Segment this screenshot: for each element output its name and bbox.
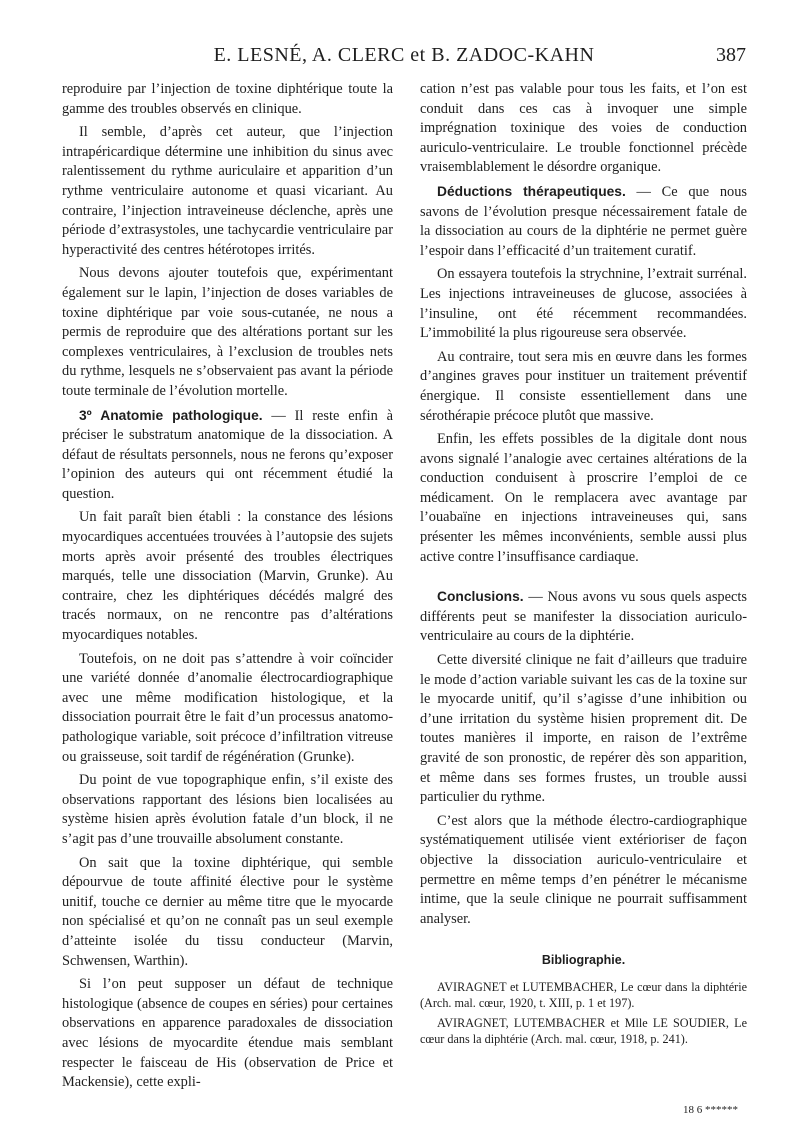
paragraph: Toutefois, on ne doit pas s’attendre à voir coïncider une variété donnée d’anomalie électrocardiographique avec une même modification histologique, et la dissociation pourrait être le fait d’un processus anatomo-pathologique variable, soit précoce d’infiltration vitreuse ou graisseuse, soit tardif de régénération (Grunke). xyxy=(62,650,393,765)
paragraph: Un fait paraît bien établi : la constance des lésions myocardiques accentuées trouvées à l’autopsie des sujets morts après avoir présenté des troubles électriques marqués, telle une dissociation (Marvin, Grunke). Au contraire, chez les diphtériques décédés malgré des tracés normaux, on ne rencontre pas d’altérations myocardiques notables. xyxy=(62,509,393,644)
paragraph xyxy=(62,406,393,505)
paragraph-text: — Ce que nous savons de l’évolution presque nécessairement fatale de la dissociation au cours de la diphtérie ne permet guère l’espoir dans l’efficacité d’un traitement curatif. xyxy=(420,183,748,259)
page-number: 387 xyxy=(716,44,746,66)
paragraph: Du point de vue topographique enfin, s’il existe des observations rapportant des lésions bien localisées au système hisien après évolution fatale d’un block, il ne s’agit pas d’une trouvaille absolument constante. xyxy=(62,772,393,847)
bibliography-entry: AVIRAGNET et LUTEMBACHER, Le cœur dans la diphtérie (Arch. mal. cœur, 1920, t. XIII, p. 1 et 197). xyxy=(420,979,747,1011)
printer-signature: 18 6 ****** xyxy=(683,1104,738,1116)
running-head: E. LESNÉ, A. CLERC et B. ZADOC-KAHN xyxy=(213,44,595,66)
paragraph: Cette diversité clinique ne fait d’ailleurs que traduire le mode d’action variable suivant les cas de la toxine sur le myocarde unitif, qu’il s’agisse d’une inhibition ou d’une irritation du système hisien proprement dit. De toutes manières il importe, en raison de l’extrême gravité de son pronostic, de repérer dès son apparition, et même dans ses formes frustes, un trouble aussi particulier du rythme. xyxy=(420,652,747,806)
bibliography-entry: AVIRAGNET, LUTEMBACHER et Mlle LE SOUDIER, Le cœur dans la diphtérie (Arch. mal. cœur, 1918, p. 241). xyxy=(420,1015,747,1047)
paragraph-text: — Nous avons vu sous quels aspects différents peut se manifester la dissociation auriculo-ventriculaire au cours de la diphtérie. xyxy=(420,589,747,645)
paragraph: Nous devons ajouter toutefois que, expérimentant également sur le lapin, l’injection de doses variables de toxine diphtérique par voie sous-cutanée, ne nous a permis de reproduire que des altérations portant sur les complexes ventriculaires, à l’exclusion de troubles nets du rythme, lesquels ne s’observaient pas avant la période toute terminale de l’évolution mortelle. xyxy=(62,265,393,399)
paragraph: Enfin, les effets possibles de la digitale dont nous avons signalé l’analogie avec certaines altérations de la conduction conduisent à proscrire l’emploi de ce médicament. On le remplacera avec avantage par l’ouabaïne en injections intraveineuses qui, sans présenter les mêmes inconvénients, semble aussi plus active contre l’insuffisance cardiaque. xyxy=(420,431,747,565)
left-column xyxy=(62,80,393,1097)
section-gap xyxy=(420,571,747,587)
paragraph xyxy=(420,182,747,261)
paragraph: C’est alors que la méthode électro-cardiographique systématiquement utilisée vient extérioriser de façon objective la dissociation auriculo-ventriculaire et permettre en même temps d’en pénétrer le mécanisme intime, que la seule clinique ne pourrait suffisamment analyser. xyxy=(420,812,747,927)
paragraph: On sait que la toxine diphtérique, qui semble dépourvue de toute affinité élective pour le système unitif, touche ce dernier au même titre que le myocarde non spécialisé et qu’on ne connaît pas un seul exemple d’atteinte isolée du tissu conducteur (Marvin, Schwensen, Warthin). xyxy=(62,854,393,969)
section-heading: 3º Anatomie pathologique. xyxy=(79,407,263,423)
bibliography-title: Bibliographie. xyxy=(541,953,626,968)
paragraph-text: — Il reste enfin à préciser le substratum anatomique de la dissociation. A défaut de résultats personnels, nous ne ferons qu’exposer l’opinion des auteurs qui ont récemment étudié la question. xyxy=(62,407,393,502)
page-header xyxy=(62,44,746,74)
section-heading: Conclusions. xyxy=(437,589,524,605)
paragraph: reproduire par l’injection de toxine diphtérique toute la gamme des troubles observés en clinique. xyxy=(62,81,393,117)
section-heading: Déductions thérapeutiques. xyxy=(437,183,626,199)
paragraph: cation n’est pas valable pour tous les faits, et l’on est conduit dans ces cas à invoquer une simple imprégnation toxinique des voies de conduction auriculo-ventriculaire. Le trouble fonctionnel précède vraisemblablement le désordre organique. xyxy=(420,81,747,176)
bibliography xyxy=(420,979,747,1048)
paragraph xyxy=(420,587,747,647)
paragraph: Au contraire, tout sera mis en œuvre dans les formes d’angines graves pour instituer un traitement préventif énergique. Il consiste essentiellement dans une sérothérapie précoce plutôt que massive. xyxy=(420,348,747,424)
paragraph: On essayera toutefois la strychnine, l’extrait surrénal. Les injections intraveineuses de glucose, associées à l’insuline, ont été récemment recommandées. L’immobilité la plus rigoureuse sera observée. xyxy=(420,266,747,342)
paragraph: Si l’on peut supposer un défaut de technique histologique (absence de coupes en séries) pour certaines observations en apparence paradoxales de dissociation avec lésions de myocardite étendue mais semblant respecter le faisceau de His (observation de Price et Mackensie), cette expli- xyxy=(62,976,393,1091)
paragraph: Il semble, d’après cet auteur, que l’injection intrapéricardique détermine une inhibition du sinus avec ralentissement du rythme auriculaire et apparition d’un rythme ventriculaire autonome et quasi vicariant. Au contraire, l’injection intraveineuse déclenche, après une période d’extrasystoles, une tachycardie ventriculaire par hyperactivité des centres hétérotopes irrités. xyxy=(62,124,393,258)
right-column xyxy=(420,80,747,1051)
